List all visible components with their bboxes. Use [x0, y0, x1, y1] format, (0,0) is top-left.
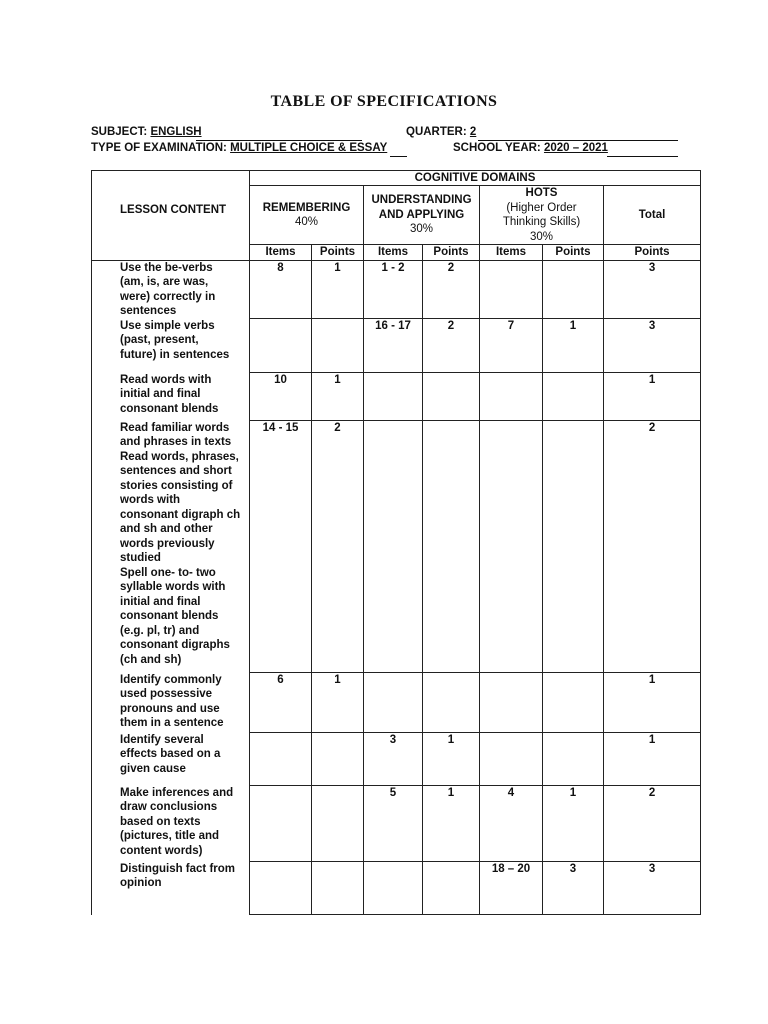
lesson-cell: [92, 421, 250, 673]
remembering-points-cell: 1: [312, 373, 364, 421]
remembering-points-cell: [312, 733, 364, 786]
lesson-line: (past, present,: [120, 334, 199, 346]
total-points-cell: 1: [604, 373, 701, 421]
lesson-line: sentences: [120, 305, 177, 317]
table-row: [92, 373, 701, 421]
hots-pct: 30%: [529, 230, 554, 243]
hots-points-cell: [543, 733, 604, 786]
remembering-header: [250, 186, 364, 245]
quarter-value: 2: [469, 126, 477, 138]
hots-items-cell: [480, 421, 543, 673]
lesson-cell: [92, 786, 250, 862]
lesson-line: consonant digraph ch: [120, 508, 241, 521]
subject-value: ENGLISH: [150, 126, 202, 138]
lesson-line: Identify commonly: [120, 673, 222, 686]
total-points-cell: 3: [604, 862, 701, 915]
school-year-label: SCHOOL YEAR:: [453, 142, 541, 154]
lesson-cell: [92, 862, 250, 915]
total-points-cell: 1: [604, 733, 701, 786]
lesson-line: effects based on a: [120, 748, 221, 760]
lesson-line: Identify several: [120, 733, 204, 746]
lesson-line: (ch and sh): [120, 653, 182, 666]
understanding-points-cell: [423, 862, 480, 915]
lesson-line: initial and final: [120, 388, 201, 400]
hots-points-cell: 3: [543, 862, 604, 915]
understanding-points-cell: [423, 373, 480, 421]
exam-type-value: MULTIPLE CHOICE & ESSAY: [230, 142, 388, 154]
lesson-cell: [92, 319, 250, 373]
hots-items-cell: [480, 260, 543, 319]
hots-points-cell: [543, 421, 604, 673]
table-row: [92, 733, 701, 786]
table-row: [92, 673, 701, 733]
quarter-underline: [478, 140, 678, 141]
exam-type-label: TYPE OF EXAMINATION:: [91, 142, 227, 154]
table-row: [92, 319, 701, 373]
lesson-line: (am, is, are was,: [120, 276, 209, 288]
lesson-line: Distinguish fact from: [120, 862, 236, 875]
understanding-points-header: Points: [423, 245, 480, 261]
lesson-line: used possessive: [120, 688, 213, 700]
understanding-points-cell: 1: [423, 786, 480, 862]
lesson-line: content words): [120, 844, 203, 857]
lesson-line: Make inferences and: [120, 786, 234, 799]
lesson-cell: [92, 260, 250, 319]
understanding-points-cell: [423, 421, 480, 673]
lesson-line: studied: [120, 552, 161, 564]
understanding-items-cell: 1 - 2: [364, 260, 423, 319]
lesson-line: initial and final: [120, 595, 201, 608]
quarter-label: QUARTER:: [406, 126, 467, 138]
exam-type-line: [91, 142, 387, 154]
hots-points-cell: [543, 673, 604, 733]
table-row: [92, 786, 701, 862]
lesson-line: and sh and other: [120, 523, 213, 535]
total-points-cell: 3: [604, 319, 701, 373]
total-points-cell: 1: [604, 673, 701, 733]
hots-items-header: Items: [480, 245, 543, 261]
hots-name-1: HOTS: [525, 187, 558, 199]
hots-items-cell: [480, 373, 543, 421]
lesson-line: (e.g. pl, tr) and: [120, 624, 200, 637]
lesson-line: consonant blends: [120, 402, 219, 415]
table-row: [92, 421, 701, 673]
lesson-line: Use simple verbs: [120, 319, 215, 332]
total-points-cell: 2: [604, 786, 701, 862]
lesson-line: syllable words with: [120, 581, 226, 593]
understanding-name-2: AND APPLYING: [378, 208, 465, 221]
lesson-line: Spell one- to- two: [120, 566, 216, 579]
understanding-items-cell: 3: [364, 733, 423, 786]
lesson-line: consonant blends: [120, 610, 219, 622]
lesson-line: consonant digraphs: [120, 639, 230, 651]
understanding-points-cell: [423, 673, 480, 733]
lesson-line: Read words with: [120, 373, 212, 386]
understanding-items-cell: [364, 421, 423, 673]
lesson-line: them in a sentence: [120, 717, 224, 729]
total-points-cell: 3: [604, 260, 701, 319]
remembering-points-cell: 1: [312, 260, 364, 319]
remembering-points-cell: 2: [312, 421, 364, 673]
hots-points-header: Points: [543, 245, 604, 261]
lesson-line: pronouns and use: [120, 702, 220, 715]
hots-items-cell: 4: [480, 786, 543, 862]
lesson-line: based on texts: [120, 815, 201, 828]
understanding-header: [364, 186, 480, 245]
lesson-line: words previously: [120, 537, 215, 550]
hots-items-cell: 18 – 20: [480, 862, 543, 915]
exam-type-underline: [390, 156, 407, 157]
remembering-pct: 40%: [294, 216, 319, 228]
lesson-line: draw conclusions: [120, 801, 218, 813]
total-points-cell: 2: [604, 421, 701, 673]
subject-label: SUBJECT:: [91, 126, 148, 138]
lesson-line: opinion: [120, 877, 162, 889]
subject-line: [91, 126, 202, 138]
hots-header: [480, 186, 604, 245]
school-year-line: [453, 142, 608, 154]
remembering-points-cell: [312, 319, 364, 373]
remembering-items-cell: [250, 862, 312, 915]
remembering-items-cell: [250, 733, 312, 786]
remembering-items-cell: 14 - 15: [250, 421, 312, 673]
understanding-items-cell: 16 - 17: [364, 319, 423, 373]
remembering-items-cell: [250, 786, 312, 862]
remembering-points-cell: [312, 862, 364, 915]
hots-name-2: (Higher Order: [506, 201, 577, 214]
hots-points-cell: 1: [543, 319, 604, 373]
remembering-points-header: Points: [312, 245, 364, 261]
understanding-pct: 30%: [409, 223, 434, 236]
lesson-line: stories consisting of: [120, 479, 233, 492]
lesson-line: and phrases in texts: [120, 436, 232, 448]
hots-items-cell: [480, 673, 543, 733]
lesson-line: sentences and short: [120, 465, 232, 477]
understanding-points-cell: 1: [423, 733, 480, 786]
lesson-line: future) in sentences: [120, 348, 230, 361]
hots-name-3: Thinking Skills): [502, 216, 581, 228]
lesson-line: (pictures, title and: [120, 830, 220, 842]
total-points-header: Points: [604, 245, 701, 261]
understanding-items-header: Items: [364, 245, 423, 261]
understanding-items-cell: 5: [364, 786, 423, 862]
table-row: [92, 260, 701, 319]
school-year-underline: [607, 156, 678, 157]
document-title: TABLE OF SPECIFICATIONS: [270, 93, 498, 110]
remembering-items-cell: 6: [250, 673, 312, 733]
remembering-items-header: Items: [250, 245, 312, 261]
lesson-line: given cause: [120, 762, 186, 775]
lesson-cell: [92, 673, 250, 733]
remembering-items-cell: 8: [250, 260, 312, 319]
hots-points-cell: [543, 373, 604, 421]
lesson-cell: [92, 733, 250, 786]
hots-items-cell: [480, 733, 543, 786]
remembering-points-cell: 1: [312, 673, 364, 733]
lesson-cell: [92, 373, 250, 421]
understanding-points-cell: 2: [423, 319, 480, 373]
understanding-name-1: UNDERSTANDING: [371, 194, 472, 207]
remembering-items-cell: [250, 319, 312, 373]
lesson-line: were) correctly in: [120, 290, 216, 303]
remembering-items-cell: 10: [250, 373, 312, 421]
lesson-content-header: LESSON CONTENT: [92, 171, 250, 261]
table-row: [92, 862, 701, 915]
hots-items-cell: 7: [480, 319, 543, 373]
understanding-items-cell: [364, 862, 423, 915]
remembering-points-cell: [312, 786, 364, 862]
school-year-value: 2020 – 2021: [543, 142, 608, 154]
understanding-points-cell: 2: [423, 260, 480, 319]
lesson-line: words with: [120, 494, 181, 506]
lesson-line: Read familiar words: [120, 421, 230, 434]
understanding-items-cell: [364, 373, 423, 421]
understanding-items-cell: [364, 673, 423, 733]
lesson-line: Use the be-verbs: [120, 261, 213, 274]
remembering-name: REMEMBERING: [262, 201, 351, 214]
subject-underline: [196, 140, 362, 141]
quarter-line: [406, 126, 476, 138]
cognitive-domains-header: COGNITIVE DOMAINS: [250, 171, 701, 186]
hots-points-cell: [543, 260, 604, 319]
hots-points-cell: 1: [543, 786, 604, 862]
total-header: Total: [604, 186, 701, 245]
lesson-line: Read words, phrases,: [120, 450, 239, 463]
specifications-table: [91, 170, 701, 915]
